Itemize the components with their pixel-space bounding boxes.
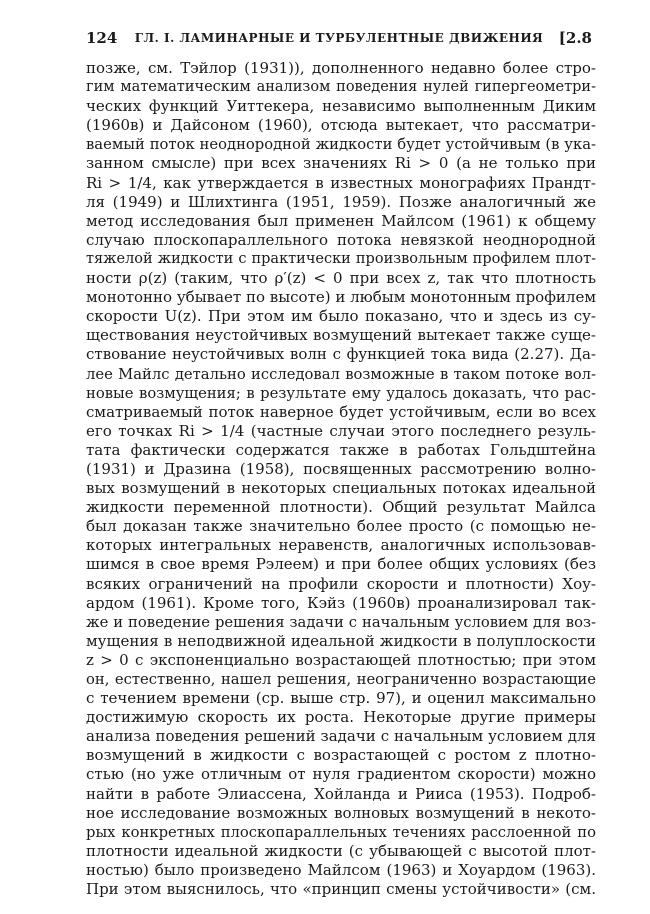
text-line: анализа поведения решений задачи с начальным условием для: [86, 727, 596, 746]
text-line: скорости U(z). При этом им было показано, что и здесь из су-: [86, 307, 596, 326]
text-line: ческих функций Уиттекера, независимо выполненным Диким: [86, 97, 596, 116]
page-header: [86, 29, 592, 51]
text-line: ля (1949) и Шлихтинга (1951, 1959). Позже аналогичный же: [86, 192, 596, 211]
text-line: всяких ограничений на профили скорости и плотности) Хоу-: [86, 574, 596, 593]
running-title: ГЛ. I. ЛАМИНАРНЫЕ И ТУРБУЛЕНТНЫЕ ДВИЖЕНИЯ: [134, 31, 544, 45]
text-line: ностью) было произведено Майлсом (1963) и Хоуардом (1963).: [86, 860, 596, 879]
text-line: (1931) и Дразина (1958), посвященных рассмотрению волно-: [86, 459, 596, 478]
page-number: 124: [86, 29, 118, 47]
text-line: новые возмущения; в результате ему удалось доказать, что рас-: [86, 384, 596, 402]
text-line: лее Майлс детально исследовал возможные в таком потоке вол-: [86, 365, 596, 383]
text-line: стью (но уже отличным от нуля градиентом скорости) можно: [86, 765, 596, 784]
text-line: он, естественно, нашел решения, неограниченно возрастающие: [86, 671, 596, 688]
text-line: случаю плоскопараллельного потока невязкой неоднородной: [86, 230, 596, 249]
text-line: занном смысле) при всех значениях Ri > 0 (а не только при: [86, 154, 596, 173]
text-line: же и поведение решения задачи с начальным условием для воз-: [86, 613, 596, 631]
text-line: которых интегральных неравенств, аналогичных использовав-: [86, 536, 596, 555]
text-line: достижимую скорость их роста. Некоторые другие примеры: [86, 708, 596, 727]
text-line: z > 0 с экспоненциально возрастающей плотностью; при этом: [86, 650, 596, 669]
text-line: ствование неустойчивых волн с функцией тока вида (2.27). Да-: [86, 345, 596, 364]
text-line: найти в работе Элиассена, Хойланда и Рииса (1953). Подроб-: [86, 784, 596, 803]
body-text: [86, 59, 596, 899]
text-line: с течением времени (ср. выше стр. 97), и оценил максимально: [86, 689, 596, 708]
text-line: жидкости переменной плотности). Общий результат Майлса: [86, 498, 596, 517]
text-line: монотонно убывает по высоте) и любым монотонным профилем: [86, 288, 596, 307]
text-line: плотности идеальной жидкости (с убывающей с высотой плот-: [86, 841, 596, 860]
text-line: рых конкретных плоскопараллельных течениях расслоенной по: [86, 823, 596, 841]
text-line: его точках Ri > 1/4 (частные случаи этого последнего резуль-: [86, 421, 596, 440]
text-line: сматриваемый поток наверное будет устойчивым, если во всех: [86, 402, 596, 421]
text-line: Ri > 1/4, как утверждается в известных монографиях Прандт-: [86, 173, 596, 192]
text-line: мущения в неподвижной идеальной жидкости в полуплоскости: [86, 631, 596, 650]
text-line: ное исследование возможных волновых возмущений в некото-: [86, 803, 596, 822]
text-line: При этом выяснилось, что «принцип смены устойчивости» (см.: [86, 880, 596, 899]
text-line: ардом (1961). Кроме того, Кэйз (1960в) проанализировал так-: [86, 593, 596, 612]
text-line: возмущений в жидкости с возрастающей с ростом z плотно-: [86, 746, 596, 765]
text-line: тата фактически содержатся также в работах Гольдштейна: [86, 440, 596, 459]
text-line: позже, см. Тэйлор (1931)), дополненного недавно более стро-: [86, 59, 596, 77]
text-line: ваемый поток неоднородной жидкости будет устойчивым (в ука-: [86, 136, 596, 154]
text-line: (1960в) и Дайсоном (1960), отсюда вытекает, что рассматри-: [86, 116, 596, 135]
text-line: был доказан также значительно более просто (с помощью не-: [86, 517, 596, 536]
text-line: шимся в свое время Рэлеем) и при более общих условиях (без: [86, 555, 596, 574]
text-line: ществования неустойчивых возмущений вытекает также суще-: [86, 326, 596, 345]
text-line: тяжелой жидкости с практически произвольным профилем плот-: [86, 250, 596, 267]
text-line: вых возмущений в некоторых специальных потоках идеальной: [86, 479, 596, 498]
text-line: ности ρ(z) (таким, что ρ′(z) < 0 при всех z, так что плотность: [86, 269, 596, 288]
text-line: гим математическим анализом поведения нулей гипергеометри-: [86, 79, 596, 96]
text-line: метод исследования был применен Майлсом (1961) к общему: [86, 211, 596, 230]
section-reference: [2.8: [558, 29, 592, 47]
